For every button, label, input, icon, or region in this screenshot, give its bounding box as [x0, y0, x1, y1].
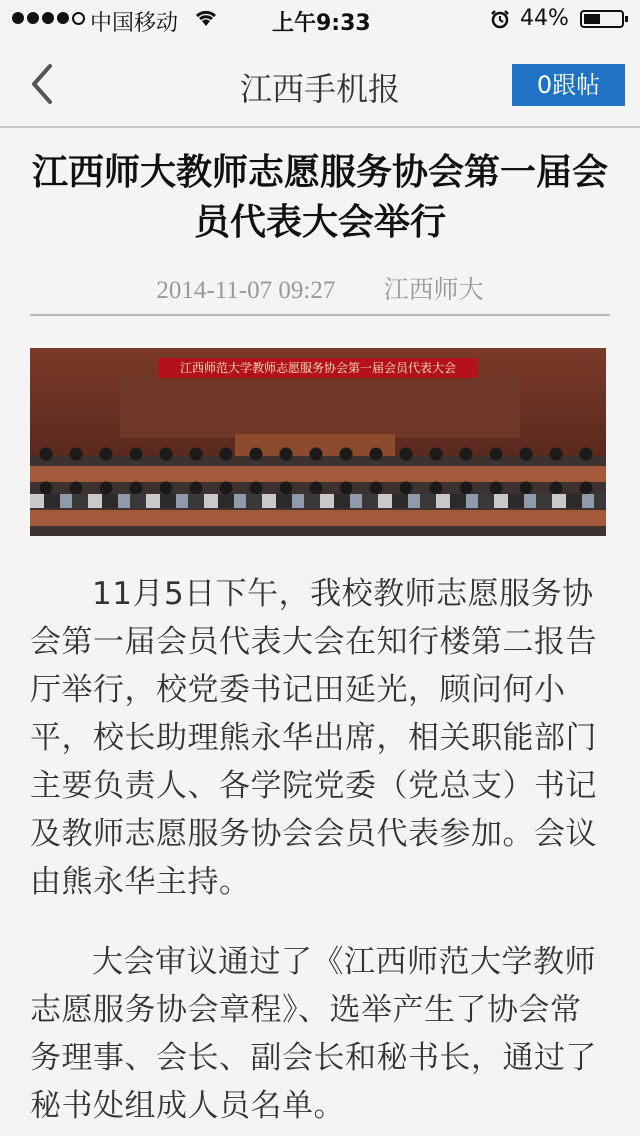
signal-strength-icon	[12, 12, 85, 25]
article-meta	[0, 270, 640, 306]
photo-audience	[30, 494, 606, 508]
page-title: 江西手机报	[239, 70, 400, 108]
photo-banner: 江西师范大学教师志愿服务协会第一届会员代表大会	[158, 358, 478, 378]
photo-backdrop	[120, 376, 520, 438]
article-source: 江西师大	[383, 277, 484, 304]
article-date: 2014-11-07 09:27	[156, 277, 336, 304]
article-headline: 江西师大教师志愿服务协会第一届会员代表大会举行	[31, 152, 608, 243]
status-bar	[0, 0, 640, 40]
nav-bar	[0, 40, 640, 128]
wifi-icon	[194, 8, 218, 28]
article-photo[interactable]	[30, 348, 606, 536]
article-paragraph: 11月5日下午，我校教师志愿服务协会第一届会员代表大会在知行楼第二报告厅举行，校党委书记田延光，顾问何小平，校长助理熊永华出席，相关职能部门主要负责人、各学院党委（党总支）书记及教师志愿服务协会会员代表参加。会议由熊永华主持。	[30, 576, 597, 900]
status-time: 上午9:33	[272, 11, 371, 36]
carrier-name: 中国移动	[90, 11, 179, 36]
divider	[30, 314, 610, 316]
photo-audience	[38, 446, 598, 462]
photo-desk-row	[30, 510, 606, 526]
battery-percentage: 44%	[520, 6, 569, 31]
comments-button[interactable]: 0跟帖	[512, 64, 625, 106]
battery-icon	[580, 10, 624, 28]
alarm-clock-icon	[490, 9, 510, 29]
article-paragraph: 大会审议通过了《江西师范大学教师志愿服务协会章程》、选举产生了协会常务理事、会长、副会长和秘书长，通过了秘书处组成人员名单。	[30, 944, 597, 1124]
